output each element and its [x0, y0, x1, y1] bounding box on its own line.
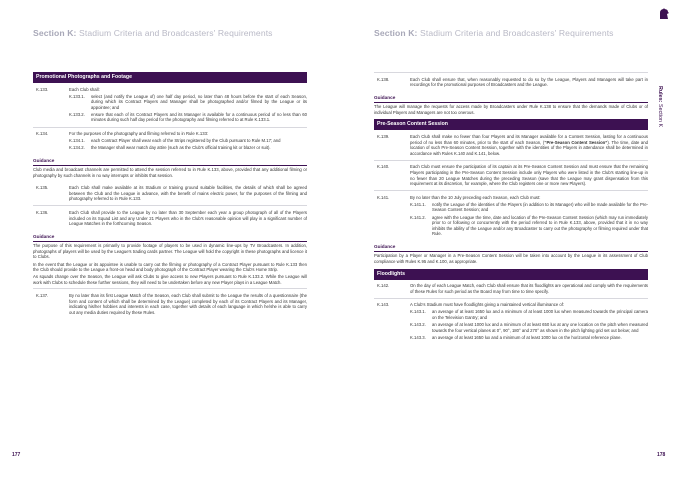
subrule — [410, 309, 648, 320]
rule-number: K.137. — [36, 292, 49, 298]
guidance-heading: Guidance — [33, 158, 307, 166]
rule-number: K.138. — [377, 76, 390, 82]
subrule-text: select (and notify the League of) one half day period, no later than 48 hours before the start of each Season, during which its Contract Players and Manager shall be photographed and/or filmed by the League or its appointee; and — [91, 93, 307, 110]
band-floodlights: Floodlights — [374, 269, 648, 280]
rule-intro: Each Club shall: — [69, 86, 100, 92]
page-number-left: 177 — [12, 452, 21, 458]
rule-k139 — [374, 130, 648, 160]
guidance-text: In the event that the League or its appointee is unable to carry out the filming or photography of a Contract Player pursuant to Rule K.133 then the Club should provide to the League a front-on head and body photograph of the Contract Player wearing the Club's Home Strip. — [33, 261, 307, 273]
rule-number: K.141. — [377, 194, 390, 200]
subrule-text: an average of at least 1650 lux and a minimum of at least 1000 lux on the horizontal reference plane. — [432, 334, 622, 340]
subrule-number: K.141.2. — [410, 214, 426, 220]
subrule-text: each Contract Player shall wear each of the Strips registered by the Club pursuant to Rule M.17; and — [91, 138, 281, 144]
rule-text: Each Club shall ensure that, when reasonably requested to do so by the League, Players and Managers will take part in recordings for the promotional purposes of Broadcasters and the League. — [410, 76, 648, 88]
rule-number: K.140. — [377, 164, 390, 170]
rule-text-a: Each Club shall make no fewer than four Players and its Manager available for a Content Session, lasting for a continuous period of no less than 60 minutes, prior to the start of each Season, ( — [410, 133, 648, 145]
guidance-heading: Guidance — [374, 244, 648, 252]
subrule-text: notify the League of the identities of the Players (in addition to its Manager) who will be made available for the Pre-Season Content Session; and — [432, 201, 648, 213]
rule-k141 — [374, 191, 648, 240]
rule-k138 — [374, 72, 648, 91]
subrule — [410, 335, 648, 341]
rule-text — [410, 134, 648, 156]
side-tab — [657, 86, 663, 127]
right-content — [374, 72, 648, 344]
subrule — [410, 202, 648, 213]
subrule-number: K.143.1. — [410, 309, 426, 315]
subrule — [410, 215, 648, 237]
rule-number: K.143. — [377, 302, 390, 308]
subrule-text: an average of at least 1000 lux and a minimum of at least 650 lux at any one location on the pitch when measured towards the four vertical planes at 0°, 90°, 180° and 270° as shown in the pitch lighting grid set out below; and — [432, 322, 648, 333]
rule-text-c: ). The time, date and location of such Pre-Season Content Session, together with the identities of the Players in attendance shall be determined in accordance with Rules K.140 and K.141, below. — [410, 139, 648, 156]
left-section-prefix: Section K: — [33, 28, 77, 38]
rule-intro: A Club's Stadium must have floodlights giving a maintained vertical illuminance of: — [410, 302, 565, 308]
subrule-number: K.134.2. — [69, 145, 85, 151]
right-section-title — [374, 28, 614, 38]
defined-term: “Pre-Season Content Session” — [544, 139, 608, 145]
rule-text: On the day of each League Match, each Club shall ensure that its floodlights are operational and comply with the requirements of these Rules for such period as the Board may from time to time specify. — [410, 283, 648, 294]
rule-number: K.134. — [36, 131, 49, 137]
rule-k143 — [374, 299, 648, 344]
rule-text: Each Club shall make available at its Stadium or training ground suitable facilities, the details of which shall be agreed between the Club and the League in advance, with the benefit of mains electric power, for the purposes of the filming and photography referred to in Rule K.133. — [69, 185, 307, 202]
guidance-heading: Guidance — [374, 95, 648, 103]
guidance-text: As squads change over the Season, the League will ask Clubs to give access to new Players pursuant to Rule K.133.2. While the League will work with Clubs to schedule these further sessions, they will need to be undertaken before any new Player plays in a League Match. — [33, 274, 307, 285]
band-promotional: Promotional Photographs and Footage — [33, 72, 307, 83]
side-tab-prefix: Rules: — [657, 86, 663, 103]
right-section-prefix: Section K: — [374, 28, 418, 38]
subrule-number: K.133.1. — [69, 93, 85, 99]
subrule-text: the Manager shall wear match day attire (such as the Club's official training kit or blazer or suit). — [91, 145, 271, 151]
guidance-text: The purpose of this requirement is primarily to provide footage of players to be used in dynamic line-ups by TV Broadcasters. In addition, photographs of players will be used by the League's trading cards partner. The League will hold the copyright in these photographs and licence it to Clubs. — [33, 243, 307, 260]
side-tab-section: Section K — [657, 103, 663, 128]
right-section-name: Stadium Criteria and Broadcasters' Requirements — [420, 28, 614, 38]
rule-number: K.142. — [377, 283, 390, 289]
rule-text: By no later than its first League Match of the Season, each Club shall submit to the League the results of a questionnaire (the form and content of which shall be determined by the League) completed by each of its Contract Players and its Manager, indicating his/her hobbies and interests in each case, together with details of each language in which he/she is able to carry out any media duties required by these Rules. — [69, 292, 307, 315]
left-section-name: Stadium Criteria and Broadcasters' Requirements — [79, 28, 273, 38]
rule-number: K.135. — [36, 185, 49, 191]
subrule-number: K.133.2. — [69, 111, 85, 117]
subrule-number: K.141.1. — [410, 201, 426, 207]
guidance-text: The League will manage the requests for access made by Broadcasters under Rule K.138 to ensure that the demands made of Clubs or of individual Players and Managers are not too onerous. — [374, 104, 648, 115]
rule-k142 — [374, 280, 648, 299]
subrule-text: an average of at least 1650 lux and a minimum of at least 1000 lux when measured towards the principal camera on the Television Gantry; and — [432, 309, 648, 321]
rule-number: K.136. — [36, 209, 49, 215]
rule-number: K.139. — [377, 133, 390, 139]
subrule-number: K.143.3. — [410, 334, 426, 340]
subrule-text: ensure that each of its Contract Players and its Manager is available for a continuous period of no less than 60 minutes during such half day period for the photography and filming referred to at Rule K.133.1. — [91, 111, 307, 123]
subrule-number: K.134.1. — [69, 138, 85, 144]
rule-number: K.133. — [36, 86, 49, 92]
guidance-heading: Guidance — [33, 234, 307, 242]
rule-text: Each Club must ensure the participation of its captain at its Pre-Season Content Session and must ensure that the remaining Players participating in the Pre-Season Content Session include only Players who were listed in the Club's starting line-up in no fewer than 20 League Matches during the preceding Season (save that the League may grant dispensation from this requirement at its discretion, for example, where the Club registers one or more new Players). — [410, 164, 648, 187]
subrule — [410, 322, 648, 333]
guidance-text: Participation by a Player or Manager in a Pre-Season Content Session will be taken into account by the League in its assessment of Club compliance with Rules K.95 and K.100, as appropriate. — [374, 253, 648, 265]
rule-intro: By no later than the 10 July preceding each Season, each Club must: — [410, 194, 541, 200]
rule-k140 — [374, 161, 648, 191]
subrule-text: agree with the League the time, date and location of the Pre-Season Content Session (which may run immediately prior to or following or concurrently with the period referred to in Rule K.133, above, provided that it in no way inhibits the ability of the League and/or any Broadcaster to carry out the photography or filming required under that Rule. — [432, 214, 648, 237]
subrule-number: K.143.2. — [410, 322, 426, 328]
band-preseason: Pre-Season Content Session — [374, 119, 648, 130]
rule-intro: For the purposes of the photography and filming referred to in Rule K.133: — [69, 131, 209, 137]
page-number-right: 178 — [657, 452, 666, 458]
rule-text: Each Club shall provide to the League by no later than 30 September each year a group photograph of all of the Players included on its Squad List and any Under 21 Players who in the Club's reasonable opinion will play in a significant number of League Matches in the forthcoming Season. — [69, 209, 307, 227]
premier-league-lion-logo-icon — [657, 7, 671, 21]
guidance-text: Club media and broadcast channels are permitted to attend the session referred to in Rule K.133, above, provided that any additional filming or photography by such channels in no way interrupts or inhibits that session. — [33, 167, 307, 179]
